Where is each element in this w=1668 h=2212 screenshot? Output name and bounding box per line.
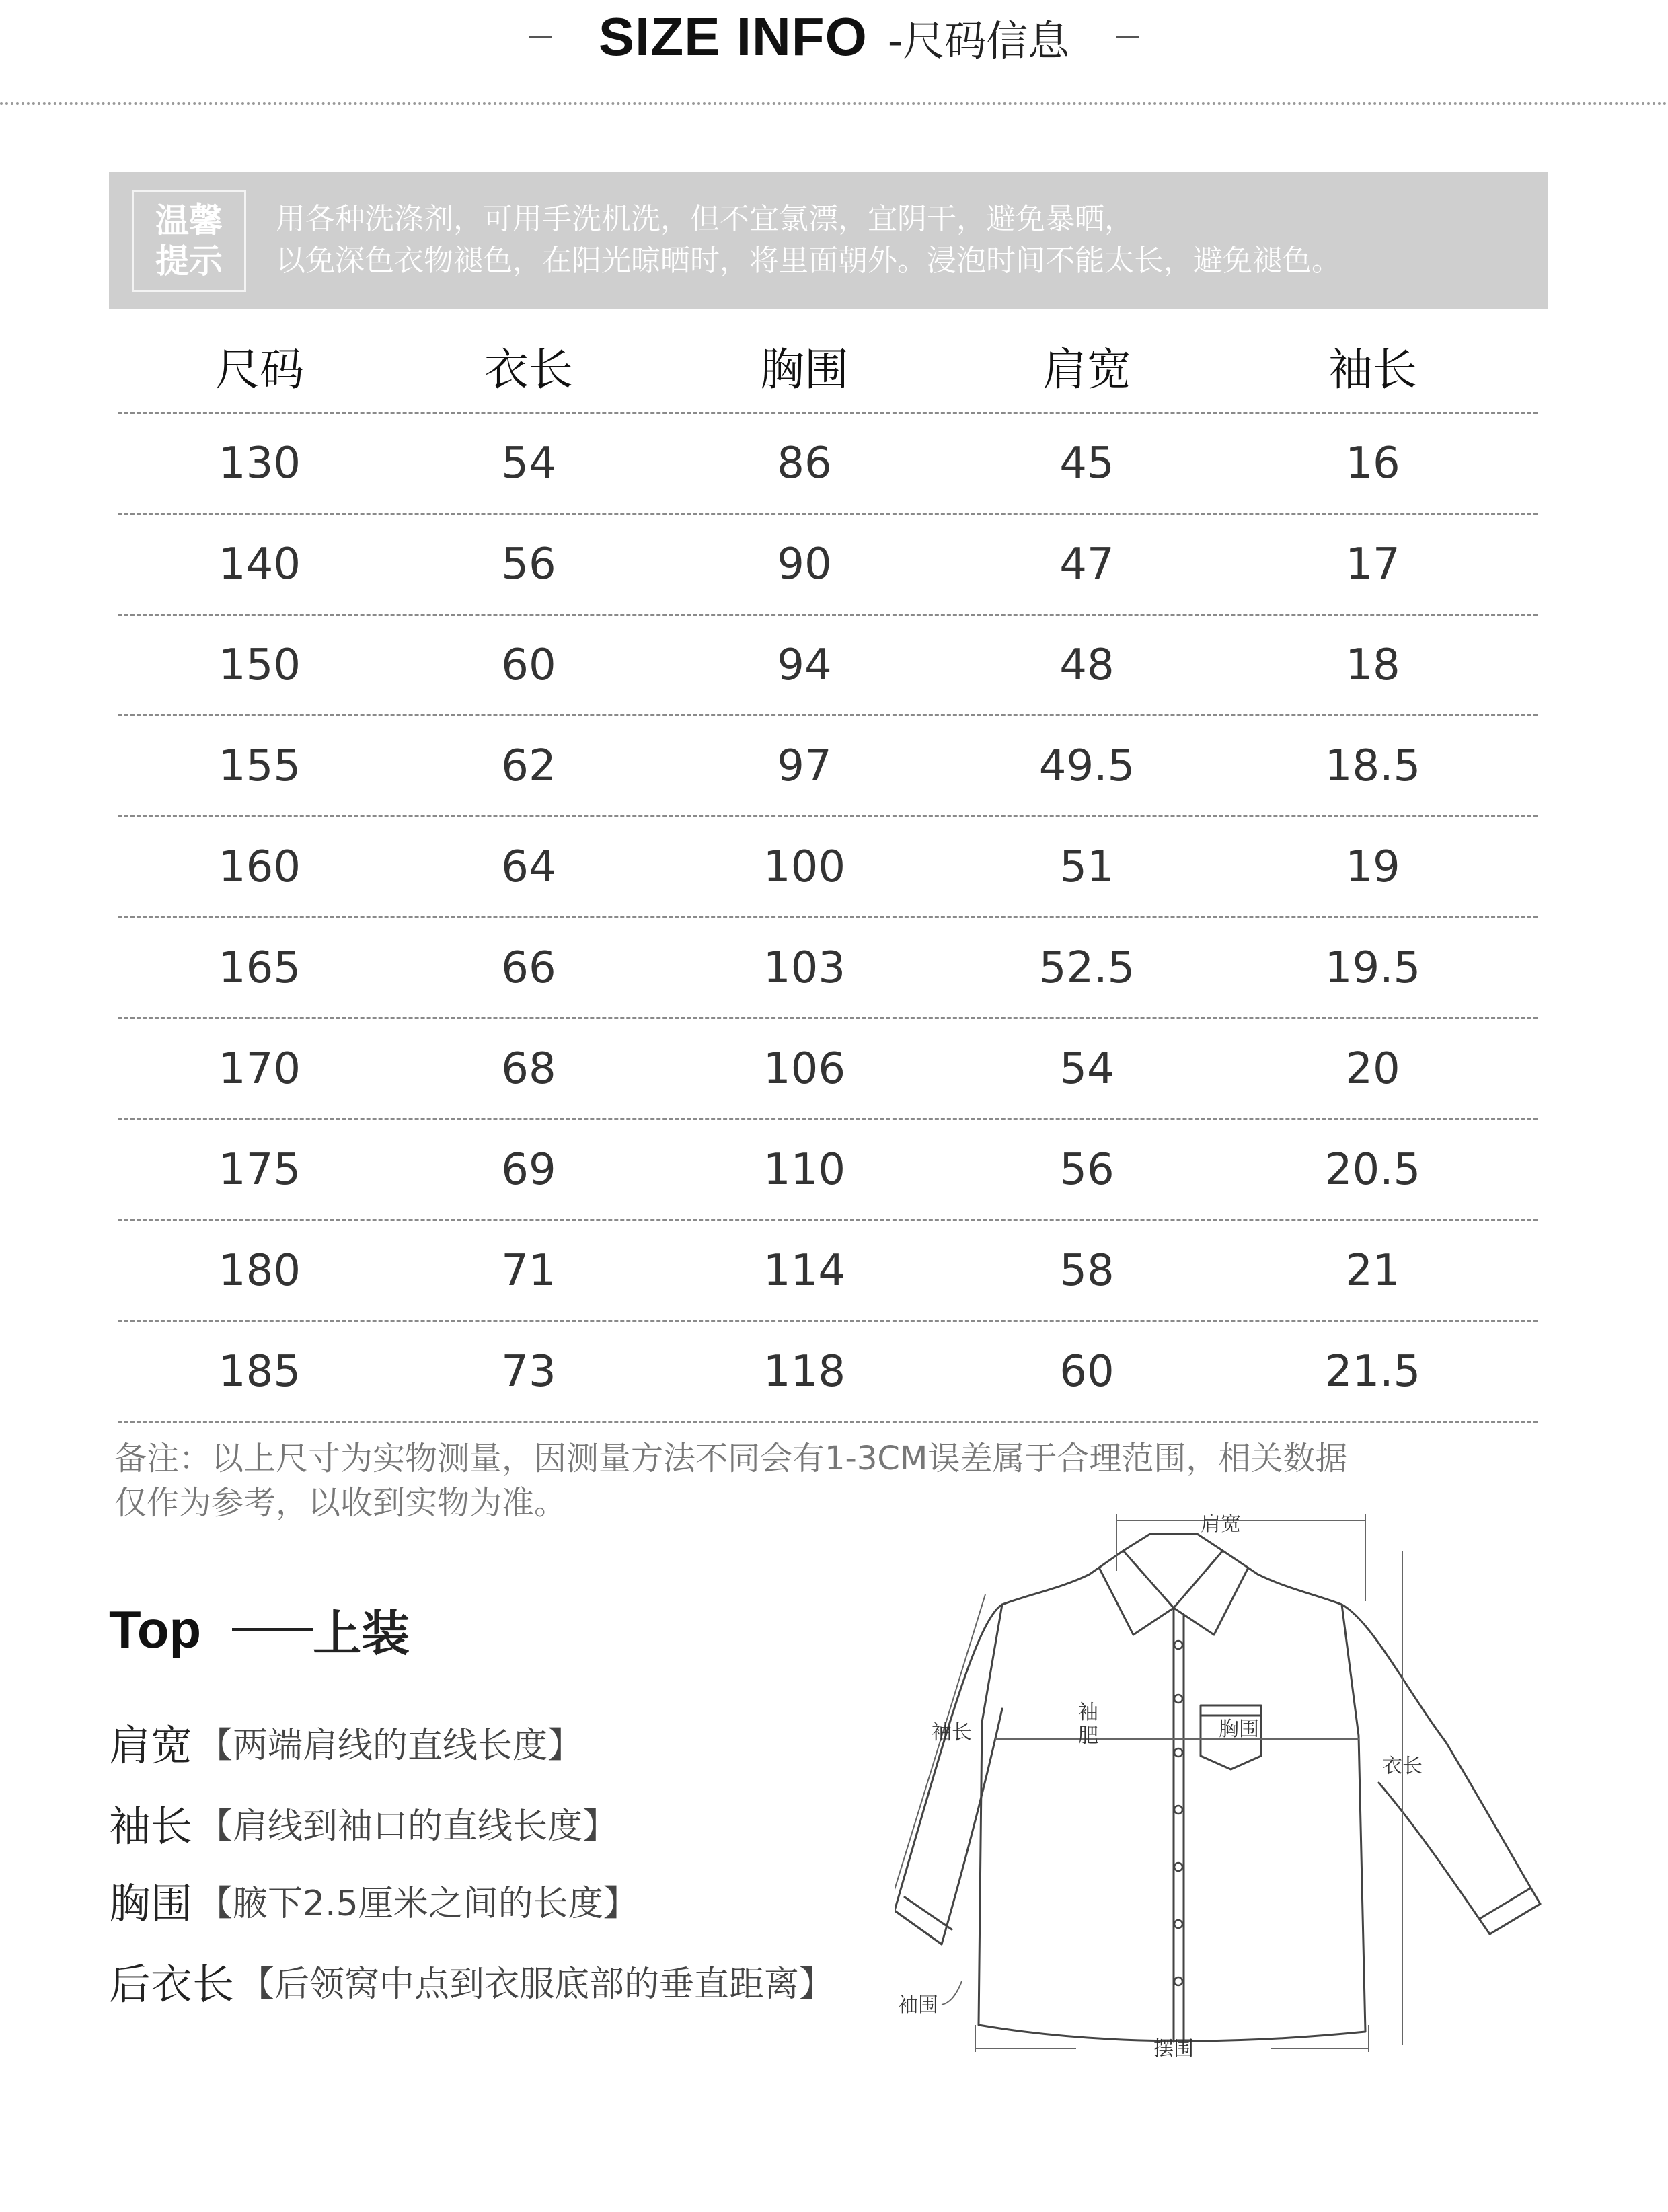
care-tip-box — [109, 172, 1548, 309]
diagram-label-cuff: 袖围 — [898, 1993, 938, 2017]
cell-sleeve: 21 — [1345, 1245, 1400, 1296]
care-tip-line1: 用各种洗涤剂，可用手洗机洗，但不宜氯漂，宜阴干，避免暴晒， — [276, 202, 1134, 236]
cell-length: 69 — [501, 1144, 556, 1195]
cell-chest: 118 — [763, 1346, 846, 1397]
cell-size: 140 — [218, 539, 301, 589]
page-subtitle: -尺码信息 — [887, 15, 1070, 65]
cell-chest: 86 — [777, 438, 832, 488]
shirt-outline-graphic — [895, 1514, 1574, 2059]
care-tip-text — [276, 198, 1540, 282]
table-row — [118, 515, 1538, 616]
cell-sleeve: 17 — [1345, 539, 1400, 589]
cell-sleeve: 19.5 — [1324, 943, 1421, 993]
note-line2: 仅作为参考，以收到实物为准。 — [114, 1484, 567, 1522]
cell-shoulder: 48 — [1059, 640, 1114, 690]
cell-sleeve: 19 — [1345, 842, 1400, 892]
cell-length: 62 — [501, 741, 556, 791]
table-row — [118, 716, 1538, 817]
measure-desc: 【肩线到袖口的直线长度】 — [198, 1806, 618, 1847]
cell-chest: 90 — [777, 539, 832, 589]
page-title: SIZE INFO — [598, 7, 868, 67]
care-tip-label-line2: 提示 — [155, 242, 223, 281]
header-chest: 胸围 — [760, 344, 849, 396]
measure-item — [109, 1793, 617, 1853]
cell-size: 175 — [218, 1144, 301, 1195]
top-title-en: Top — [109, 1599, 202, 1659]
header-shoulder: 肩宽 — [1042, 344, 1131, 396]
cell-shoulder: 49.5 — [1038, 741, 1135, 791]
measure-name: 后衣长 — [109, 1960, 235, 2009]
cell-length: 56 — [501, 539, 556, 589]
top-title-cn: 上装 — [313, 1605, 410, 1662]
cell-shoulder: 51 — [1059, 842, 1114, 892]
cell-size: 170 — [218, 1043, 301, 1094]
table-body — [118, 414, 1538, 1423]
table-row — [118, 918, 1538, 1019]
measurement-note — [114, 1436, 1554, 1525]
diagram-label-armhole-bottom: 肥 — [1078, 1724, 1098, 1748]
header-left-dash — [529, 36, 552, 38]
cell-sleeve: 18.5 — [1324, 741, 1421, 791]
cell-chest: 103 — [763, 943, 846, 993]
header-sleeve: 袖长 — [1328, 344, 1417, 396]
diagram-label-length: 衣长 — [1382, 1755, 1423, 1778]
cell-size: 185 — [218, 1346, 301, 1397]
cell-length: 66 — [501, 943, 556, 993]
measure-item — [109, 1870, 638, 1930]
cell-chest: 97 — [777, 741, 832, 791]
cell-size: 150 — [218, 640, 301, 690]
table-row — [118, 817, 1538, 918]
care-tip-line2: 以免深色衣物褪色，在阳光晾晒时，将里面朝外。浸泡时间不能太长，避免褪色。 — [276, 244, 1341, 278]
cell-shoulder: 56 — [1059, 1144, 1114, 1195]
top-section-title — [109, 1594, 410, 1664]
diagram-label-chest: 胸围 — [1219, 1718, 1259, 1741]
cell-sleeve: 16 — [1345, 438, 1400, 488]
cell-chest: 106 — [763, 1043, 846, 1094]
cell-length: 60 — [501, 640, 556, 690]
cell-size: 165 — [218, 943, 301, 993]
measure-name: 胸围 — [109, 1879, 193, 1928]
cell-shoulder: 54 — [1059, 1043, 1114, 1094]
table-header-row — [118, 313, 1538, 414]
table-row — [118, 1322, 1538, 1423]
measure-desc: 【后领窝中点到衣服底部的垂直距离】 — [239, 1964, 835, 2005]
table-row — [118, 616, 1538, 716]
cell-shoulder: 52.5 — [1038, 943, 1135, 993]
diagram-label-sleeve: 袖长 — [932, 1721, 972, 1744]
table-row — [118, 1221, 1538, 1322]
cell-length: 64 — [501, 842, 556, 892]
top-title-separator — [232, 1628, 313, 1631]
cell-chest: 114 — [763, 1245, 846, 1296]
measure-name: 袖长 — [109, 1802, 193, 1851]
cell-size: 160 — [218, 842, 301, 892]
care-tip-label — [132, 190, 246, 292]
measure-item — [109, 1712, 582, 1772]
measure-desc: 【两端肩线的直线长度】 — [198, 1726, 583, 1766]
diagram-label-shoulder: 肩宽 — [1201, 1514, 1241, 1536]
header-length: 衣长 — [484, 344, 573, 396]
table-row — [118, 1120, 1538, 1221]
cell-size: 130 — [218, 438, 301, 488]
cell-sleeve: 20 — [1345, 1043, 1400, 1094]
header-divider — [0, 102, 1668, 105]
shirt-diagram — [895, 1514, 1574, 2059]
diagram-label-hem: 摆围 — [1153, 2037, 1194, 2059]
cell-length: 54 — [501, 438, 556, 488]
table-row — [118, 1019, 1538, 1120]
measure-name: 肩宽 — [109, 1721, 193, 1770]
cell-length: 68 — [501, 1043, 556, 1094]
cell-shoulder: 58 — [1059, 1245, 1114, 1296]
cell-size: 180 — [218, 1245, 301, 1296]
measure-item — [109, 1951, 834, 2011]
note-line1: 备注：以上尺寸为实物测量，因测量方法不同会有1-3CM误差属于合理范围，相关数据 — [114, 1440, 1348, 1477]
size-table — [118, 313, 1538, 1423]
header-right-dash — [1116, 36, 1139, 38]
diagram-label-armhole-top: 袖 — [1078, 1701, 1098, 1724]
page-header — [0, 0, 1668, 74]
cell-length: 71 — [501, 1245, 556, 1296]
cell-sleeve: 18 — [1345, 640, 1400, 690]
cell-size: 155 — [218, 741, 301, 791]
cell-shoulder: 60 — [1059, 1346, 1114, 1397]
cell-shoulder: 45 — [1059, 438, 1114, 488]
cell-chest: 94 — [777, 640, 832, 690]
cell-sleeve: 20.5 — [1324, 1144, 1421, 1195]
measure-desc: 【腋下2.5厘米之间的长度】 — [198, 1884, 638, 1924]
care-tip-label-line1: 温馨 — [155, 201, 223, 240]
cell-length: 73 — [501, 1346, 556, 1397]
header-size: 尺码 — [215, 344, 304, 396]
cell-chest: 110 — [763, 1144, 846, 1195]
cell-chest: 100 — [763, 842, 846, 892]
cell-shoulder: 47 — [1059, 539, 1114, 589]
cell-sleeve: 21.5 — [1324, 1346, 1421, 1397]
table-row — [118, 414, 1538, 515]
